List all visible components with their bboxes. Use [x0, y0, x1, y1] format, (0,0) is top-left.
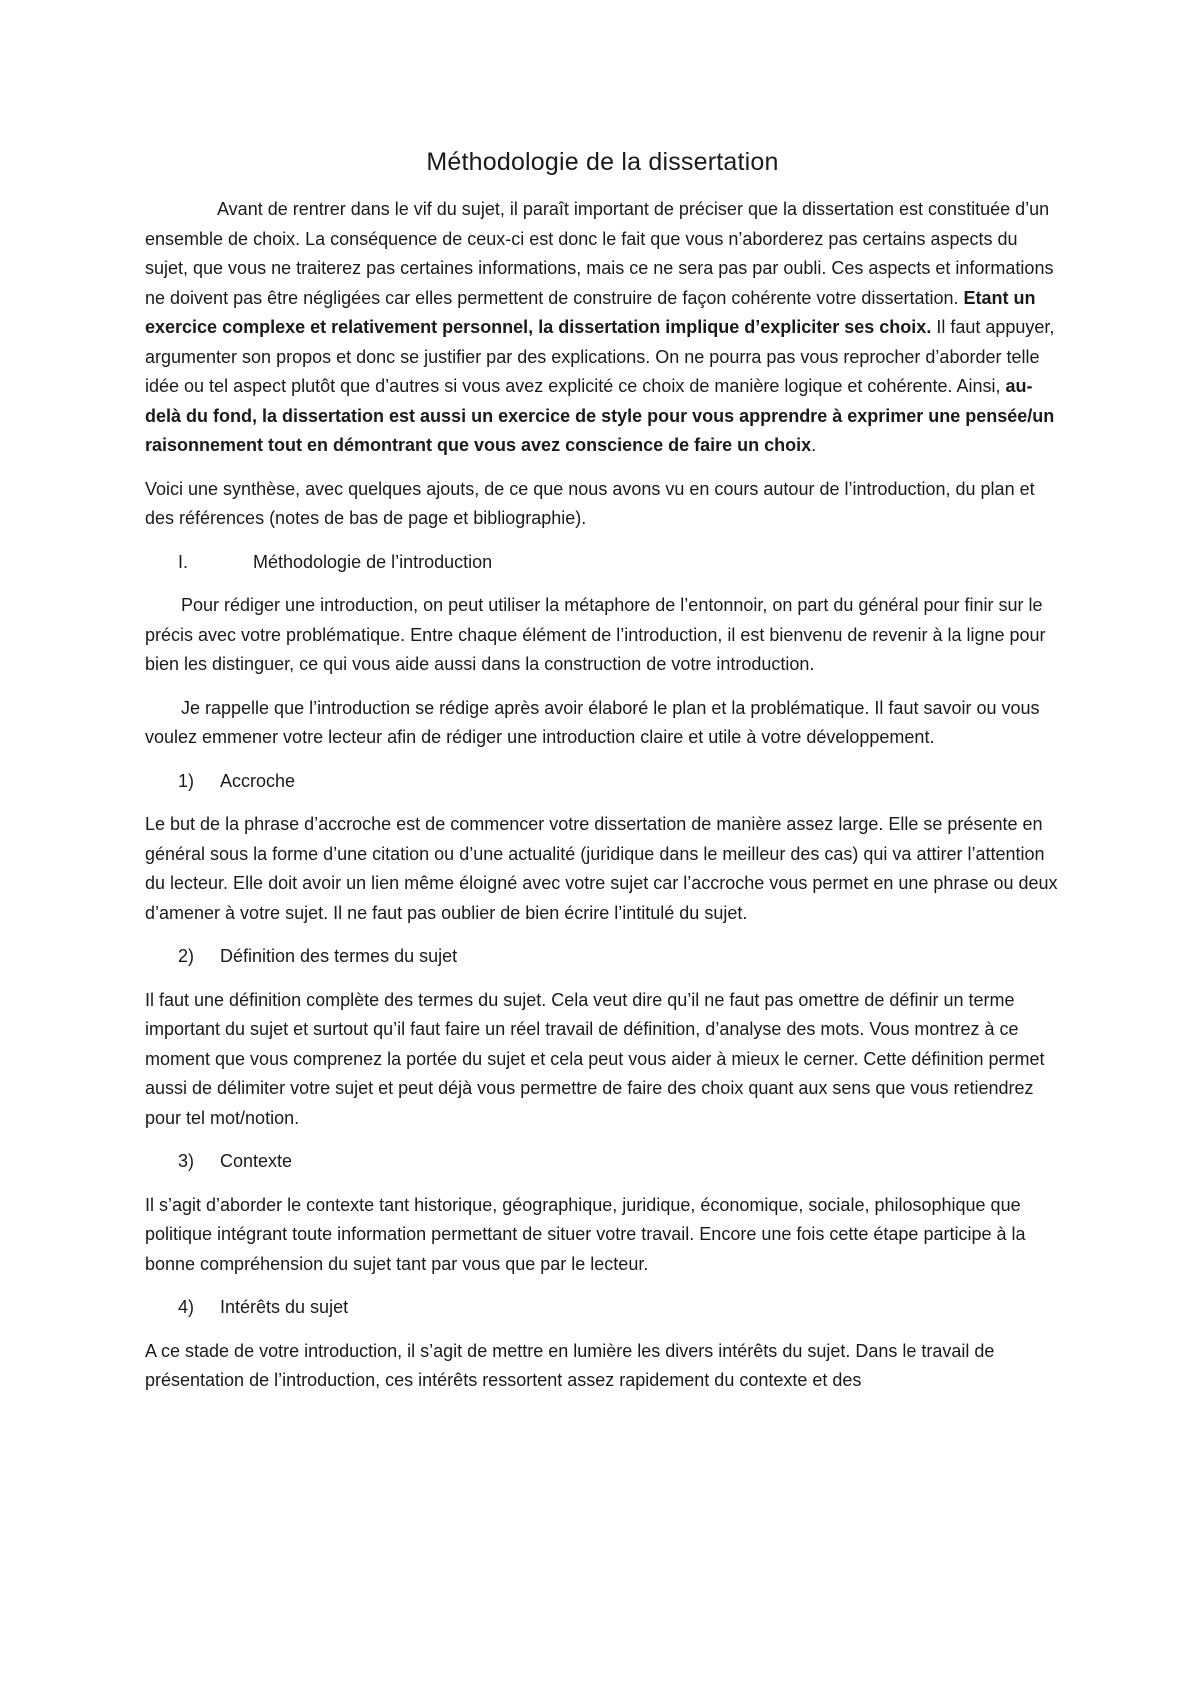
item-number: 2)	[178, 946, 195, 966]
synthesis-paragraph: Voici une synthèse, avec quelques ajouts, de ce que nous avons vu en cours autour de l’introduction, du plan et des références (notes de bas de page et bibliographie).	[145, 478, 1035, 528]
intro-bold-2: au-delà du fond, la dissertation est aussi un exercice de style pour vous apprendre à exprimer une pensée/un raisonnement tout en démontrant que vous avez conscience de faire un choix	[145, 376, 1055, 455]
section-number: I.	[178, 551, 189, 572]
section-paragraph-1: Pour rédiger une introduction, on peut utiliser la métaphore de l’entonnoir, on part du général pour finir sur le précis avec votre problématique. Entre chaque élément de l’introduction, il est bienvenu de revenir à la ligne pour bien les distinguer, ce qui vous aide aussi dans la construction de votre introduction.	[145, 595, 1046, 674]
item-heading-text: Définition des termes du sujet	[220, 946, 458, 966]
intro-paragraph	[145, 195, 1060, 461]
item-heading-contexte	[145, 1147, 1060, 1177]
section-heading-text: Méthodologie de l’introduction	[253, 551, 493, 572]
item-heading-text: Intérêts du sujet	[220, 1297, 349, 1317]
intro-text-1: Avant de rentrer dans le vif du sujet, il paraît important de préciser que la dissertation est constituée d’un ensemble de choix. La conséquence de ceux-ci est donc le fait que vous n’aborderez pas certains aspects du sujet, que vous ne traiterez pas certaines informations, mais ce ne sera pas par oubli. Ces aspects et informations ne doivent pas être négligées car elles permettent de construire de façon cohérente votre dissertation.	[145, 199, 1054, 308]
intro-bold-1: Etant un exercice complexe et relativement personnel, la dissertation implique d’expliciter ses choix.	[145, 287, 1036, 337]
item-heading-definition	[145, 942, 1060, 972]
item-number: 3)	[178, 1151, 195, 1171]
document-page	[145, 138, 1060, 1410]
item-paragraph-interets: A ce stade de votre introduction, il s’agit de mettre en lumière les divers intérêts du sujet. Dans le travail de présentation de l’introduction, ces intérêts ressortent assez rapidement du contexte et des	[145, 1340, 995, 1390]
item-paragraph-accroche: Le but de la phrase d’accroche est de commencer votre dissertation de manière assez large. Elle se présente en général sous la forme d’une citation ou d’une actualité (juridique dans le meilleur des cas) qui va attirer l’attention du lecteur. Elle doit avoir un lien même éloigné avec votre sujet car l’accroche vous permet en une phrase ou deux d’amener à votre sujet. Il ne faut pas oublier de bien écrire l’intitulé du sujet.	[145, 814, 1058, 923]
section-heading-introduction	[145, 548, 1060, 578]
item-heading-accroche	[145, 767, 1060, 797]
item-number: 4)	[178, 1297, 195, 1317]
document-title: Méthodologie de la dissertation	[426, 148, 779, 176]
item-heading-text: Contexte	[220, 1151, 293, 1171]
item-heading-interets	[145, 1293, 1060, 1323]
section-paragraph-2: Je rappelle que l’introduction se rédige après avoir élaboré le plan et la problématique. Il faut savoir ou vous voulez emmener votre lecteur afin de rédiger une introduction claire et utile à votre développement.	[145, 697, 1040, 747]
intro-text-2: Il faut appuyer, argumenter son propos et donc se justifier par des explications. On ne pourra pas vous reprocher d’aborder telle idée ou tel aspect plutôt que d’autres si vous avez explicité ce choix de manière logique et cohérente. Ainsi,	[145, 317, 1055, 396]
item-heading-text: Accroche	[220, 770, 296, 791]
item-number: 1)	[178, 770, 195, 791]
item-paragraph-definition: Il faut une définition complète des termes du sujet. Cela veut dire qu’il ne faut pas omettre de définir un terme important du sujet et surtout qu’il faut faire un réel travail de définition, d’analyse des mots. Vous montrez à ce moment que vous comprenez la portée du sujet et cela peut vous aider à mieux le cerner. Cette définition permet aussi de délimiter votre sujet et peut déjà vous permettre de faire des choix quant aux sens que vous retiendrez pour tel mot/notion.	[145, 989, 1045, 1128]
intro-end: .	[811, 435, 817, 455]
item-paragraph-contexte: Il s’agit d’aborder le contexte tant historique, géographique, juridique, économique, sociale, philosophique que politique intégrant toute information permettant de situer votre travail. Encore une fois cette étape participe à la bonne compréhension du sujet tant par vous que par le lecteur.	[145, 1194, 1026, 1274]
